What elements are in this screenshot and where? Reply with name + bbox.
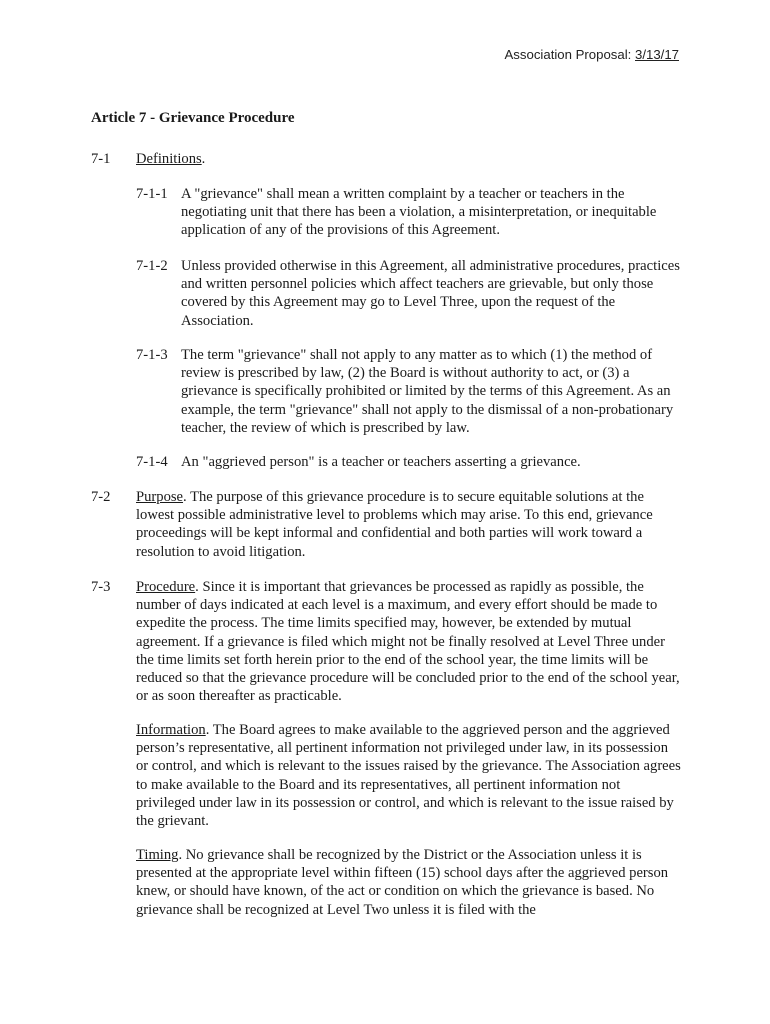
information-text: . The Board agrees to make available to the aggrieved person and the aggrieved person’s representative, all pertinent information not privileged under law, in its possession or control, and which is relevant to the issues raised by the grievance. The Association agrees to make available to the Board and its representatives, all pertinent information not privileged under law in its possession or control, and which is relevant to the issue raised by the grievant. <box>136 722 681 830</box>
proposal-header <box>505 47 679 63</box>
purpose-text: . The purpose of this grievance procedure is to secure equitable solutions at the lowest possible administrative level to problems which may arise. To this end, grievance proceedings will be kept informal and confidential and both parties will work toward a resolution to avoid litigation. <box>136 489 653 560</box>
article-title: Article 7 - Grievance Procedure <box>91 110 295 126</box>
purpose-heading: Purpose <box>136 489 184 505</box>
section-heading-7-1 <box>136 150 681 168</box>
item-text-7-1-1: A "grievance" shall mean a written complaint by a teacher or teachers in the negotiating unit that there has been a violation, a misinterpretation, or inequitable application of any of the provisions of this Agreement. <box>181 186 657 239</box>
proposal-date: 3/13/17 <box>635 47 679 62</box>
proposal-label: Association Proposal: <box>504 47 635 62</box>
item-number-7-1-1: 7-1-1 <box>136 186 168 202</box>
information-paragraph <box>136 721 681 830</box>
section-text-7-3 <box>136 578 681 705</box>
item-number-7-1-4: 7-1-4 <box>136 454 168 470</box>
definitions-heading: Definitions <box>136 151 202 167</box>
section-number-7-2: 7-2 <box>91 489 111 505</box>
item-number-7-1-3: 7-1-3 <box>136 347 168 363</box>
timing-text: . No grievance shall be recognized by the District or the Association unless it is presented at the appropriate level within fifteen (15) school days after the aggrieved person knew, or should have known, of the act or condition on which the grievance is based. No grievance shall be recognized at Level Two unless it is filed with the <box>136 847 669 918</box>
section-number-7-3: 7-3 <box>91 579 111 595</box>
item-text-7-1-4: An "aggrieved person" is a teacher or teachers asserting a grievance. <box>181 454 581 470</box>
definitions-heading-period: . <box>201 151 206 167</box>
information-heading: Information <box>136 722 206 738</box>
item-number-7-1-2: 7-1-2 <box>136 258 168 274</box>
item-text-7-1-2: Unless provided otherwise in this Agreement, all administrative procedures, practices and written personnel policies which affect teachers are grievable, but only those covered by this Agreement may go to Level Three, upon the request of the Association. <box>181 258 680 329</box>
item-text-7-1-3: The term "grievance" shall not apply to any matter as to which (1) the method of review is prescribed by law, (2) the Board is without authority to act, or (3) a grievance is specifically prohibited or limited by the terms of this Agreement. As an example, the term "grievance" shall not apply to the dismissal of a non-probationary teacher, the review of which is prescribed by law. <box>181 347 674 436</box>
section-text-7-2 <box>136 488 681 561</box>
procedure-text: . Since it is important that grievances be processed as rapidly as possible, the number of days indicated at each level is a maximum, and every effort should be made to expedite the process. The time limits specified may, however, be extended by mutual agreement. If a grievance is filed which might not be finally resolved at Level Three under the time limits set forth herein prior to the end of the school year, the time limits will be reduced so that the grievance procedure will be concluded prior to the end of the school year, or as soon thereafter as practicable. <box>136 579 680 705</box>
timing-paragraph <box>136 846 681 919</box>
section-number-7-1: 7-1 <box>91 151 111 167</box>
timing-heading: Timing <box>136 847 179 863</box>
procedure-heading: Procedure <box>136 579 196 595</box>
